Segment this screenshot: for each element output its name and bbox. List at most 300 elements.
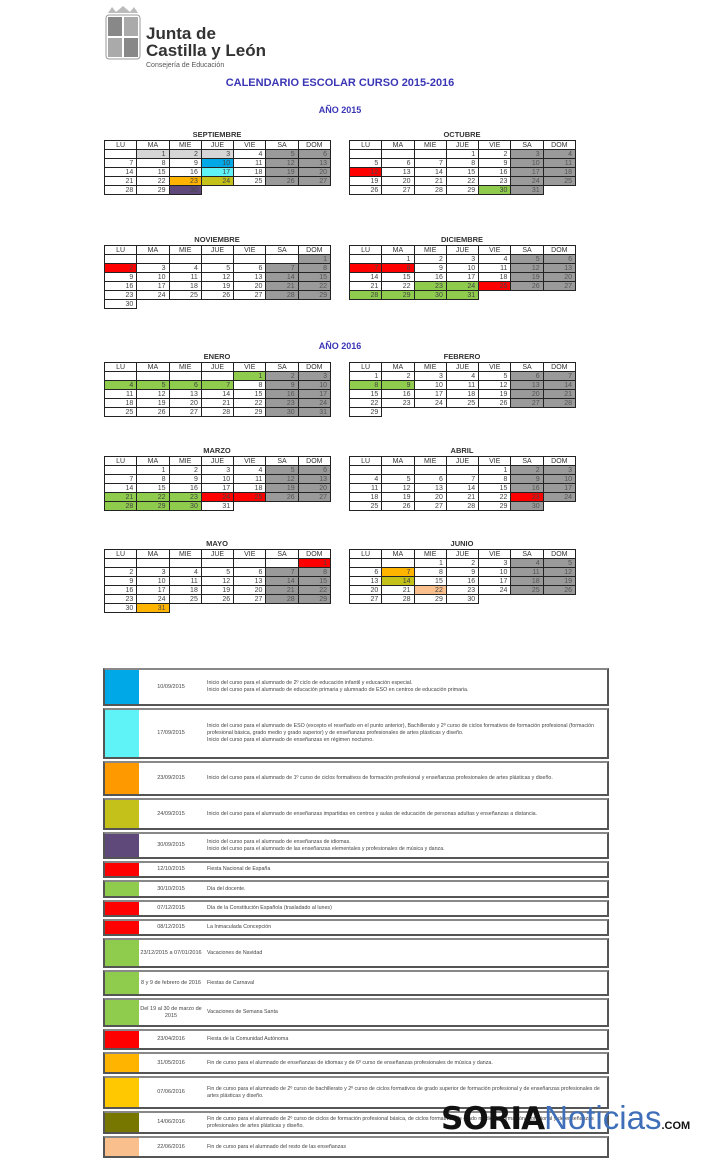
day-cell: 5 (265, 149, 298, 159)
day-cell: 14 (201, 389, 234, 399)
day-cell: 14 (446, 483, 479, 493)
day-cell: 9 (478, 158, 511, 168)
legend-text-line: Fin de curso para el alumnado de 2º curso de bachillerato y 2º curso de ciclos formativos de grado superior de formación profesional y de enseñanzas profesionales de artes plásticas y diseño. (207, 1085, 600, 1099)
weekday-header: VIE (233, 245, 266, 255)
day-cell: 12 (201, 272, 234, 282)
day-cell: 13 (381, 167, 414, 177)
legend-row (103, 761, 609, 796)
year-2015-heading: AÑO 2015 (318, 105, 362, 115)
day-cell: 25 (169, 594, 202, 604)
day-cell: 30 (104, 299, 137, 309)
day-cell: 21 (265, 281, 298, 291)
day-cell: 1 (478, 465, 511, 475)
day-cell: 7 (414, 158, 447, 168)
blank-cell (169, 603, 202, 613)
day-cell: 17 (201, 167, 234, 177)
legend-color-swatch (105, 1054, 139, 1072)
day-cell: 26 (201, 290, 234, 300)
legend-row (103, 1029, 609, 1050)
day-cell: 17 (478, 576, 511, 586)
day-cell: 9 (510, 474, 543, 484)
legend-row (103, 880, 609, 898)
day-cell: 26 (478, 398, 511, 408)
legend-text-line: Fin de curso para el alumnado de enseñanzas de idiomas y de 6º curso de enseñanzas profesionales de música y danza. (207, 1059, 493, 1066)
day-cell: 16 (446, 576, 479, 586)
day-cell: 28 (446, 501, 479, 511)
day-cell: 11 (349, 483, 382, 493)
day-cell: 8 (349, 380, 382, 390)
day-cell: 17 (510, 167, 543, 177)
day-cell: 3 (414, 371, 447, 381)
day-cell: 12 (478, 380, 511, 390)
legend-row (103, 832, 609, 859)
day-cell: 6 (510, 371, 543, 381)
weekday-header: MA (381, 549, 414, 559)
day-cell: 14 (414, 167, 447, 177)
day-cell: 17 (298, 389, 331, 399)
coat-of-arms-icon (104, 5, 142, 61)
day-cell: 6 (543, 254, 576, 264)
weekday-header: SA (510, 362, 543, 372)
day-cell: 18 (446, 389, 479, 399)
day-cell: 13 (414, 483, 447, 493)
weekday-header: SA (265, 362, 298, 372)
day-cell: 10 (298, 380, 331, 390)
day-cell: 23 (169, 176, 202, 186)
weekday-header: LU (349, 549, 382, 559)
day-cell: 12 (381, 483, 414, 493)
day-cell: 31 (298, 407, 331, 417)
blank-cell (543, 501, 576, 511)
weekday-header: LU (349, 456, 382, 466)
day-cell: 14 (381, 576, 414, 586)
weekday-header: VIE (478, 245, 511, 255)
blank-cell (478, 407, 511, 417)
day-cell: 31 (510, 185, 543, 195)
day-cell: 11 (104, 389, 137, 399)
month-name: ENERO (203, 352, 231, 361)
blank-cell (543, 407, 576, 417)
day-cell: 9 (104, 576, 137, 586)
day-cell: 10 (414, 380, 447, 390)
day-cell: 23 (381, 398, 414, 408)
legend-description (203, 863, 607, 876)
day-cell: 26 (510, 281, 543, 291)
day-cell: 27 (414, 501, 447, 511)
day-cell: 10 (478, 567, 511, 577)
day-cell: 28 (104, 185, 137, 195)
department-name: Consejería de Educación (146, 62, 225, 69)
day-cell: 5 (478, 371, 511, 381)
day-cell: 26 (381, 501, 414, 511)
legend-date: 8 y 9 de febrero de 2016 (141, 979, 201, 986)
day-cell: 2 (381, 371, 414, 381)
day-cell: 29 (446, 185, 479, 195)
day-cell: 10 (136, 576, 169, 586)
month-grid (104, 456, 330, 510)
month-mayo (104, 539, 330, 612)
weekday-header: LU (104, 549, 137, 559)
weekday-header: MIE (414, 362, 447, 372)
day-cell: 16 (104, 585, 137, 595)
day-cell: 29 (136, 185, 169, 195)
day-cell: 29 (381, 290, 414, 300)
day-cell: 22 (298, 585, 331, 595)
day-cell: 5 (543, 558, 576, 568)
day-cell: 2 (265, 371, 298, 381)
blank-cell (381, 407, 414, 417)
day-cell: 15 (381, 272, 414, 282)
weekday-header: MA (136, 245, 169, 255)
day-cell: 12 (349, 167, 382, 177)
day-cell: 28 (414, 185, 447, 195)
day-cell: 7 (543, 371, 576, 381)
day-cell: 22 (136, 176, 169, 186)
weekday-header: MIE (169, 362, 202, 372)
weekday-header: DOM (298, 140, 331, 150)
weekday-header: JUE (201, 245, 234, 255)
day-cell: 14 (349, 272, 382, 282)
month-abril (349, 446, 575, 510)
weekday-header: DOM (543, 140, 576, 150)
day-cell: 8 (298, 567, 331, 577)
day-cell: 22 (414, 585, 447, 595)
legend-row (103, 668, 609, 706)
day-cell: 20 (349, 585, 382, 595)
day-cell: 27 (510, 398, 543, 408)
day-cell: 18 (169, 585, 202, 595)
blank-cell (414, 407, 447, 417)
legend-text-line: Fiesta de la Comunidad Autónoma (207, 1036, 289, 1042)
day-cell: 27 (233, 594, 266, 604)
legend-color-swatch (105, 940, 139, 966)
legend-color-swatch (105, 1000, 139, 1025)
legend-description (203, 834, 607, 857)
legend-text-line: Día del docente. (207, 885, 246, 892)
day-cell: 6 (298, 149, 331, 159)
blank-cell (233, 185, 266, 195)
legend-description (203, 902, 607, 915)
day-cell: 21 (201, 398, 234, 408)
blank-cell (298, 185, 331, 195)
day-cell: 28 (265, 594, 298, 604)
day-cell: 15 (414, 576, 447, 586)
day-cell: 11 (169, 272, 202, 282)
day-cell: 2 (104, 567, 137, 577)
weekday-header: JUE (446, 362, 479, 372)
day-cell: 6 (349, 567, 382, 577)
day-cell: 2 (446, 558, 479, 568)
day-cell: 23 (169, 492, 202, 502)
day-cell: 1 (414, 558, 447, 568)
blank-cell (510, 407, 543, 417)
weekday-header: DOM (543, 456, 576, 466)
legend-text-line: Día de la Constitución Española (trasladado al lunes) (207, 905, 332, 911)
day-cell: 5 (349, 158, 382, 168)
day-cell: 6 (233, 263, 266, 273)
day-cell: 25 (478, 281, 511, 291)
junta-logo (104, 5, 304, 73)
day-cell: 7 (446, 474, 479, 484)
day-cell: 10 (201, 474, 234, 484)
day-cell: 10 (201, 158, 234, 168)
day-cell: 17 (201, 483, 234, 493)
legend-description (203, 1054, 607, 1072)
day-cell: 13 (349, 576, 382, 586)
legend-color-swatch (105, 863, 139, 876)
day-cell: 15 (136, 167, 169, 177)
day-cell: 22 (381, 281, 414, 291)
day-cell: 25 (446, 398, 479, 408)
weekday-header: DOM (543, 549, 576, 559)
day-cell: 24 (298, 398, 331, 408)
day-cell: 27 (543, 281, 576, 291)
day-cell: 28 (381, 594, 414, 604)
day-cell: 15 (136, 483, 169, 493)
weekday-header: SA (510, 456, 543, 466)
day-cell: 4 (510, 558, 543, 568)
day-cell: 30 (169, 501, 202, 511)
legend-date: 07/06/2016 (157, 1089, 185, 1095)
day-cell: 2 (510, 465, 543, 475)
legend-date: 07/12/2015 (157, 905, 185, 911)
legend-date: 23/09/2015 (157, 775, 185, 781)
day-cell: 27 (298, 492, 331, 502)
day-cell: 8 (298, 263, 331, 273)
month-name: ABRIL (450, 446, 474, 455)
legend-text-line: Inicio del curso para el alumnado de las enseñanzas elementales y profesionales de música y danza. (207, 845, 445, 852)
day-cell: 8 (478, 474, 511, 484)
weekday-header: LU (104, 456, 137, 466)
legend-date: 12/10/2015 (157, 866, 185, 872)
day-cell: 26 (136, 407, 169, 417)
weekday-header: MIE (414, 456, 447, 466)
weekday-header: LU (104, 245, 137, 255)
day-cell: 24 (201, 492, 234, 502)
legend-color-swatch (105, 972, 139, 994)
legend-color-swatch (105, 902, 139, 915)
day-cell: 4 (478, 254, 511, 264)
blank-cell (298, 603, 331, 613)
day-cell: 16 (104, 281, 137, 291)
weekday-header: SA (510, 140, 543, 150)
day-cell: 1 (349, 371, 382, 381)
day-cell: 20 (233, 281, 266, 291)
legend-color-swatch (105, 1031, 139, 1048)
day-cell: 22 (136, 492, 169, 502)
weekday-header: MA (381, 362, 414, 372)
legend-date: 23/04/2016 (157, 1036, 185, 1042)
month-name: MARZO (203, 446, 231, 455)
weekday-header: MA (381, 245, 414, 255)
legend-text-line: Inicio del curso para el alumnado de enseñanzas impartidas en centros y aulas de educación de personas adultas y enseñanzas a distancia. (207, 810, 538, 817)
day-cell: 30 (446, 594, 479, 604)
day-cell: 13 (510, 380, 543, 390)
weekday-header: MIE (169, 245, 202, 255)
day-cell: 12 (136, 389, 169, 399)
legend-text-line: Inicio del curso para el alumnado de 1º curso de ciclos formativos de formación profesional y enseñanzas profesionales de artes plásticas y diseño. (207, 775, 553, 781)
day-cell: 4 (446, 371, 479, 381)
day-cell: 22 (349, 398, 382, 408)
weekday-header: VIE (478, 549, 511, 559)
day-cell: 23 (510, 492, 543, 502)
month-diciembre (349, 235, 575, 299)
day-cell: 6 (169, 380, 202, 390)
blank-cell (201, 185, 234, 195)
day-cell: 18 (104, 398, 137, 408)
weekday-header: LU (349, 140, 382, 150)
day-cell: 3 (136, 263, 169, 273)
day-cell: 3 (446, 254, 479, 264)
day-cell: 27 (233, 290, 266, 300)
weekday-header: MIE (414, 245, 447, 255)
day-cell: 16 (265, 389, 298, 399)
day-cell: 21 (381, 585, 414, 595)
month-grid (349, 362, 575, 416)
day-cell: 19 (265, 483, 298, 493)
day-cell: 19 (349, 176, 382, 186)
weekday-header: MA (381, 140, 414, 150)
weekday-header: JUE (446, 245, 479, 255)
day-cell: 1 (381, 254, 414, 264)
day-cell: 13 (169, 389, 202, 399)
weekday-header: LU (349, 362, 382, 372)
blank-cell (265, 299, 298, 309)
day-cell: 20 (298, 167, 331, 177)
day-cell: 9 (104, 272, 137, 282)
month-septiembre (104, 130, 330, 194)
legend-color-swatch (105, 763, 139, 794)
legend-row (103, 798, 609, 830)
blank-cell (233, 299, 266, 309)
day-cell: 20 (169, 398, 202, 408)
weekday-header: DOM (543, 245, 576, 255)
day-cell: 31 (446, 290, 479, 300)
day-cell: 26 (265, 492, 298, 502)
month-name: JUNIO (450, 539, 474, 548)
day-cell: 30 (510, 501, 543, 511)
legend-text-line: Inicio del curso para el alumnado de enseñanzas de idiomas. (207, 838, 351, 845)
month-grid (349, 140, 575, 194)
weekday-header: VIE (478, 362, 511, 372)
legend-color-swatch (105, 882, 139, 896)
weekday-header: VIE (478, 140, 511, 150)
legend-date: 10/09/2015 (157, 683, 185, 690)
brand-tld: .COM (661, 1120, 691, 1132)
day-cell: 3 (543, 465, 576, 475)
blank-cell (201, 603, 234, 613)
day-cell: 7 (381, 567, 414, 577)
month-febrero (349, 352, 575, 416)
day-cell: 21 (104, 492, 137, 502)
blank-cell (298, 299, 331, 309)
legend-text-line: Fiestas de Carnaval (207, 979, 255, 986)
day-cell: 6 (233, 567, 266, 577)
day-cell: 21 (414, 176, 447, 186)
day-cell: 20 (510, 389, 543, 399)
day-cell: 22 (298, 281, 331, 291)
month-grid (349, 245, 575, 299)
day-cell: 1 (446, 149, 479, 159)
weekday-header: JUE (446, 456, 479, 466)
legend-color-swatch (105, 1078, 139, 1107)
weekday-header: MIE (414, 140, 447, 150)
day-cell: 23 (265, 398, 298, 408)
weekday-header: DOM (298, 245, 331, 255)
weekday-header: MA (136, 362, 169, 372)
day-cell: 19 (543, 576, 576, 586)
day-cell: 22 (478, 492, 511, 502)
legend-text-line: Inicio del curso para el alumnado de 2º ciclo de educación infantil y educación especial. (207, 680, 413, 686)
day-cell: 5 (381, 474, 414, 484)
org-name-line1: Junta de (146, 24, 216, 43)
day-cell: 9 (414, 263, 447, 273)
day-cell: 14 (543, 380, 576, 390)
day-cell: 13 (233, 576, 266, 586)
month-name: OCTUBRE (443, 130, 481, 139)
day-cell: 27 (381, 185, 414, 195)
weekday-header: SA (265, 245, 298, 255)
weekday-header: VIE (233, 140, 266, 150)
day-cell: 29 (233, 407, 266, 417)
legend-color-swatch (105, 670, 139, 704)
day-cell: 11 (169, 576, 202, 586)
month-name: DICIEMBRE (440, 235, 484, 244)
day-cell: 1 (298, 254, 331, 264)
day-cell: 26 (265, 176, 298, 186)
legend-description (203, 921, 607, 934)
day-cell: 5 (136, 380, 169, 390)
day-cell: 11 (478, 263, 511, 273)
weekday-header: JUE (201, 549, 234, 559)
day-cell: 2 (414, 254, 447, 264)
day-cell: 24 (478, 585, 511, 595)
day-cell: 21 (104, 176, 137, 186)
day-cell: 17 (414, 389, 447, 399)
day-cell: 20 (298, 483, 331, 493)
legend-description (203, 1031, 607, 1048)
legend-color-swatch (105, 800, 139, 828)
blank-cell (265, 185, 298, 195)
weekday-header: SA (510, 549, 543, 559)
day-cell: 16 (478, 167, 511, 177)
page-title: CALENDARIO ESCOLAR CURSO 2015-2016 (225, 77, 455, 89)
day-cell: 25 (543, 176, 576, 186)
year-2016-heading: AÑO 2016 (318, 341, 362, 351)
day-cell: 1 (298, 558, 331, 568)
legend-description (203, 763, 607, 794)
day-cell: 29 (349, 407, 382, 417)
day-cell: 27 (298, 176, 331, 186)
month-marzo (104, 446, 330, 510)
day-cell: 3 (201, 149, 234, 159)
day-cell: 11 (543, 158, 576, 168)
day-cell: 1 (136, 465, 169, 475)
blank-cell (446, 407, 479, 417)
day-cell: 25 (169, 290, 202, 300)
month-grid (104, 140, 330, 194)
day-cell: 20 (543, 272, 576, 282)
day-cell: 12 (510, 263, 543, 273)
day-cell: 10 (543, 474, 576, 484)
day-cell: 1 (136, 149, 169, 159)
day-cell: 25 (233, 176, 266, 186)
day-cell: 15 (446, 167, 479, 177)
day-cell: 17 (136, 585, 169, 595)
day-cell: 7 (201, 380, 234, 390)
day-cell: 30 (104, 603, 137, 613)
legend-row (103, 919, 609, 936)
